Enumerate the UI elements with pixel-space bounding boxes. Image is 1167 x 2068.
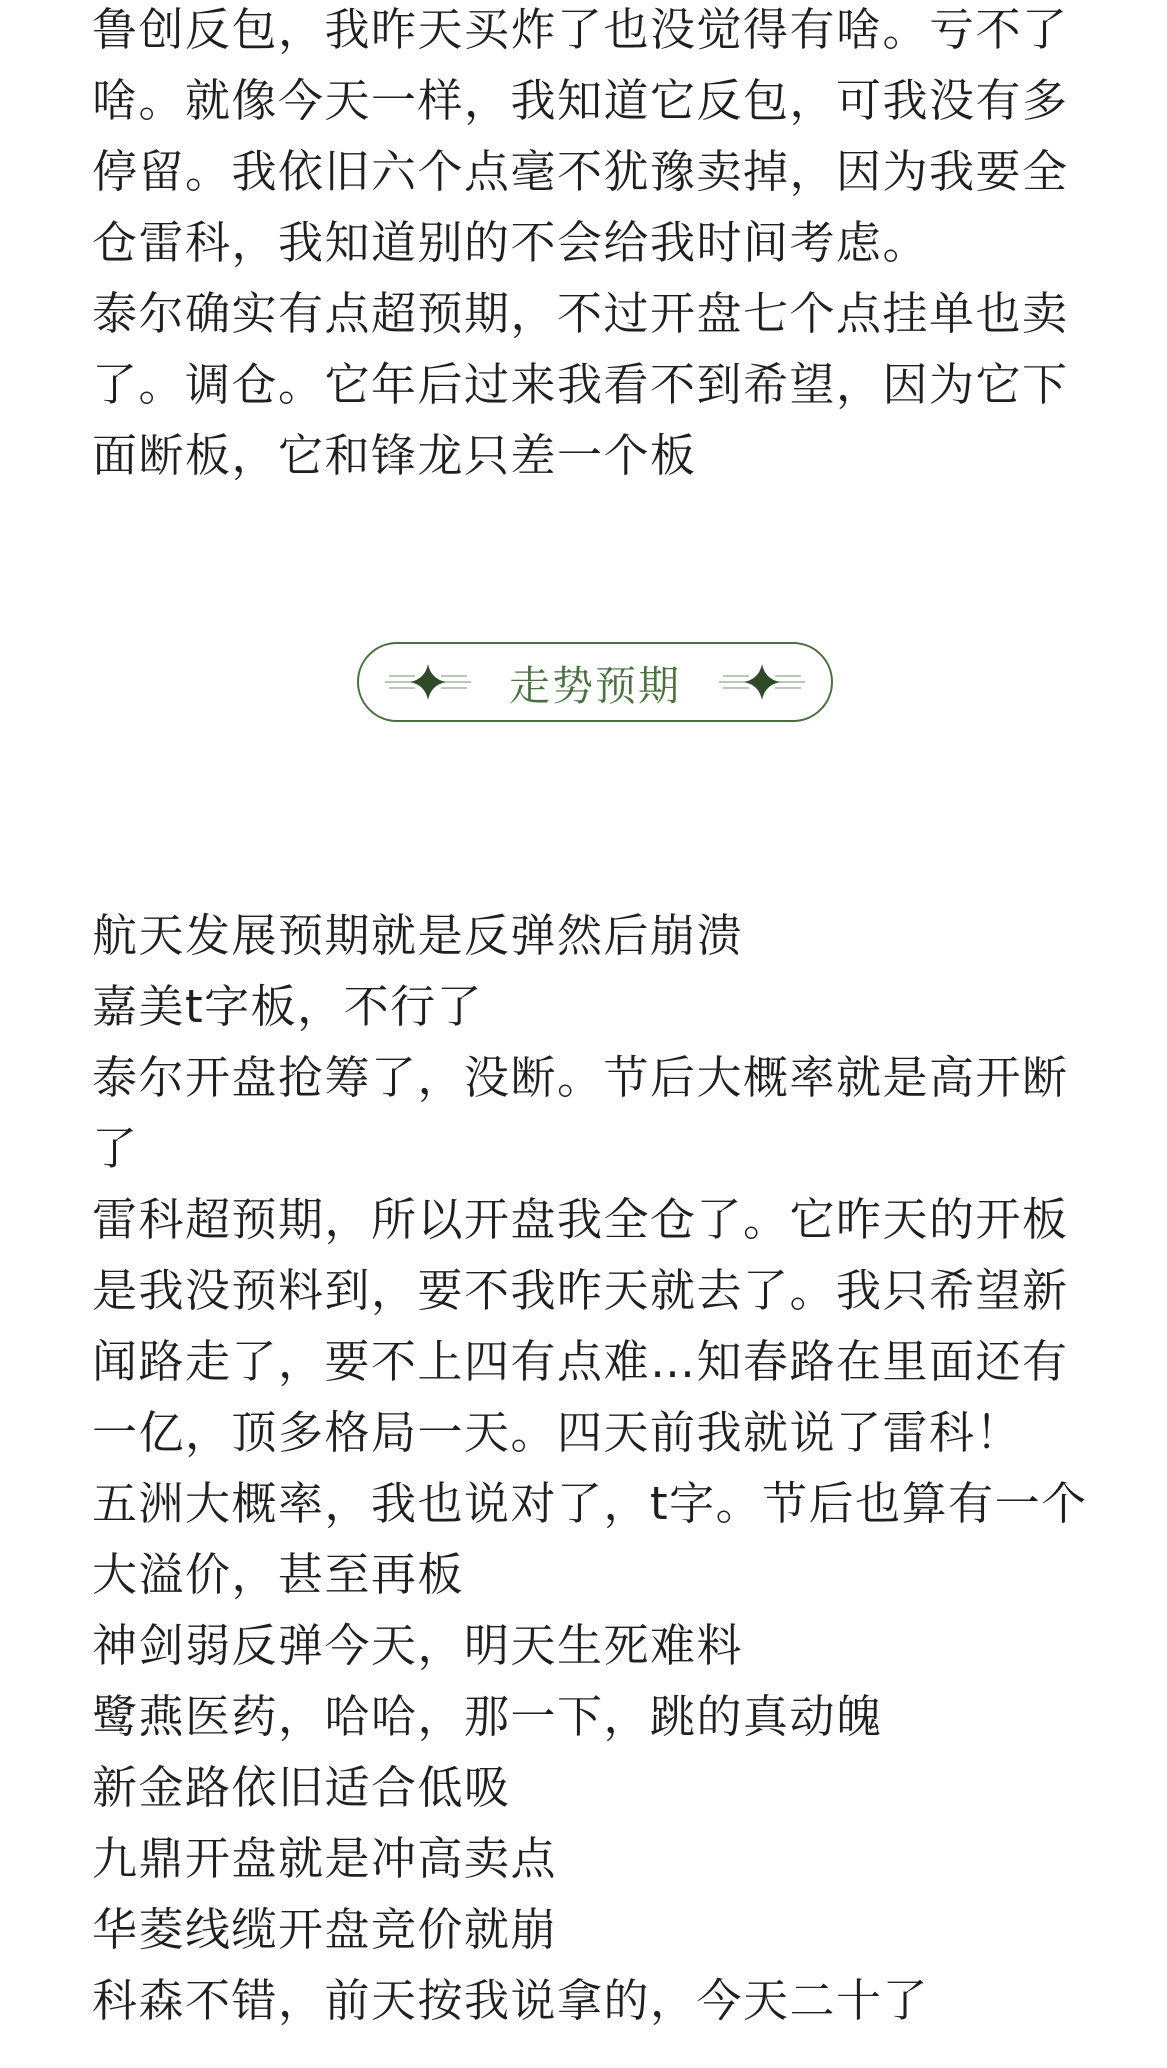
paragraph: 九鼎开盘就是冲高卖点 bbox=[92, 1832, 558, 1885]
paragraph: 五洲大概率，我也说对了，t字。节后也算有一个大溢价，甚至再板 bbox=[92, 1477, 1088, 1601]
paragraph: 新金路依旧适合低吸 bbox=[92, 1761, 511, 1814]
sparkle-icon bbox=[717, 662, 807, 702]
paragraph-group-bottom bbox=[92, 900, 1107, 2036]
paragraph: 泰尔确实有点超预期，不过开盘七个点挂单也卖了。调仓。它年后过来我看不到希望，因为它下面断板，它和锋龙只差一个板 bbox=[92, 287, 1069, 482]
paragraph: 鲁创反包，我昨天买炸了也没觉得有啥。亏不了啥。就像今天一样，我知道它反包，可我没有多停留。我依旧六个点毫不犹豫卖掉，因为我要全仓雷科，我知道别的不会给我时间考虑。 bbox=[92, 3, 1069, 269]
paragraph: 科森不错，前天按我说拿的，今天二十了 bbox=[92, 1974, 930, 2027]
section-title: 走势预期 bbox=[509, 661, 681, 710]
paragraph: 嘉美t字板，不行了 bbox=[92, 980, 484, 1033]
sparkle-icon bbox=[383, 662, 473, 702]
paragraph: 鹭燕医药，哈哈，那一下，跳的真动魄 bbox=[92, 1690, 883, 1743]
paragraph: 航天发展预期就是反弹然后崩溃 bbox=[92, 909, 744, 962]
paragraph: 泰尔开盘抢筹了，没断。节后大概率就是高开断了 bbox=[92, 1051, 1069, 1175]
paragraph: 神剑弱反弹今天，明天生死难料 bbox=[92, 1619, 744, 1672]
paragraph-group-top bbox=[92, 0, 1107, 491]
section-header-badge bbox=[357, 642, 833, 722]
paragraph: 雷科超预期，所以开盘我全仓了。它昨天的开板是我没预料到，要不我昨天就去了。我只希望新闻路走了，要不上四有点难…知春路在里面还有一亿，顶多格局一天。四天前我就说了雷科！ bbox=[92, 1193, 1069, 1459]
paragraph: 华菱线缆开盘竞价就崩 bbox=[92, 1903, 558, 1956]
